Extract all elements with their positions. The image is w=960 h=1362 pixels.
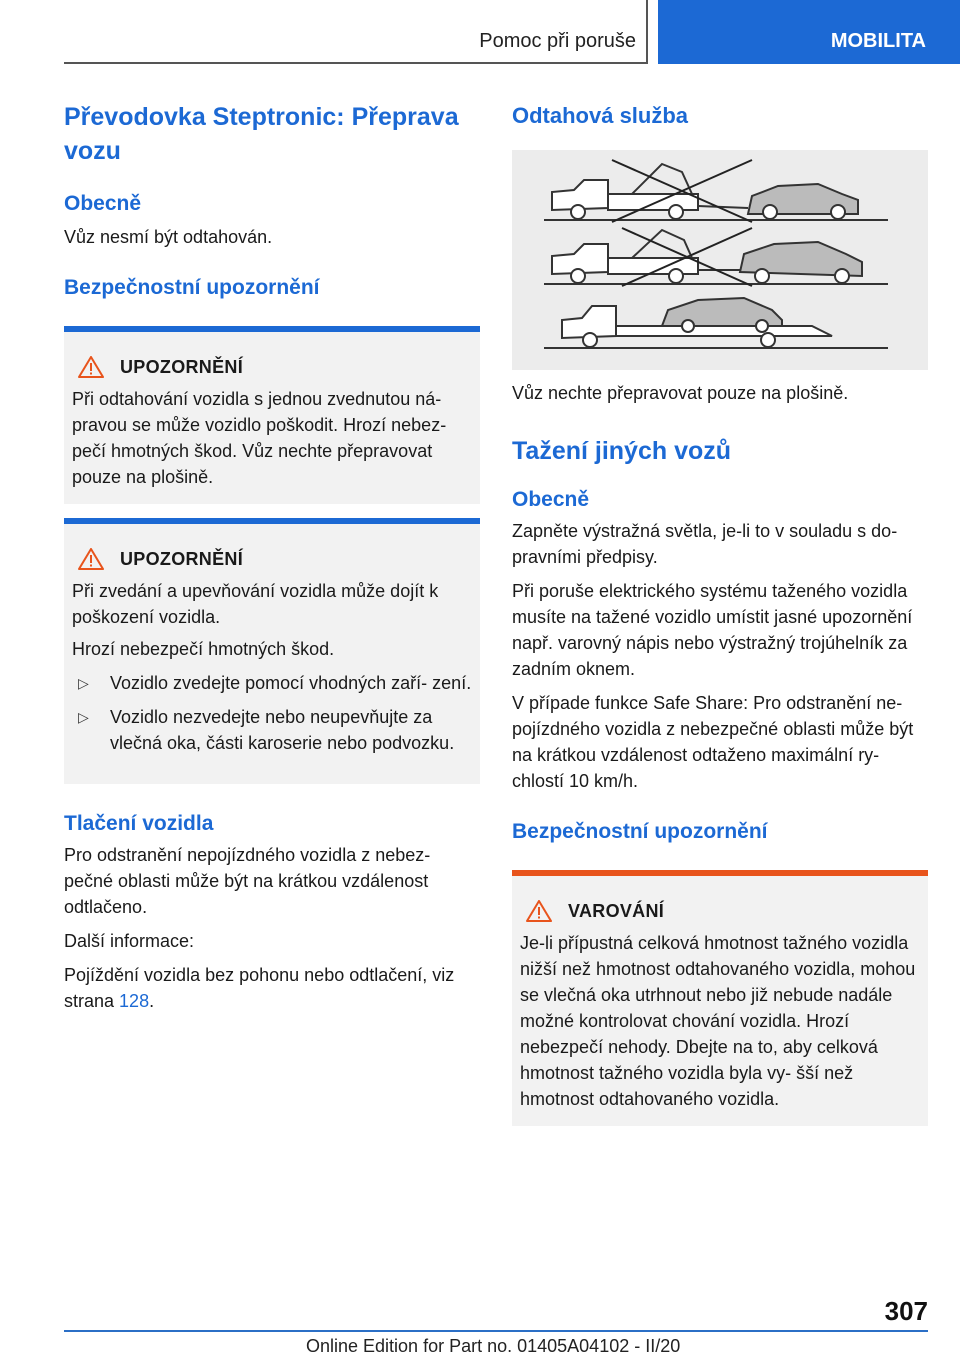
header-section-title: Pomoc při poruše [479,30,636,52]
warning-triangle-icon [78,548,104,570]
others-heading: Tažení jiných vozů [512,437,732,465]
warning-text: Je-li přípustná celková hmotnost tažného vozidla nižší než hmotnost odtahovaného vozidla, mohou se vlečná oka utrhnout nebo již nebude nadále možné kontrolovat chování vozidla. Hrozí nebezpečí nehody. Dbejte na to, aby celková hmotnost tažného vozidla byla vy- šší než hmotnost odtahovaného vozidla. [520,933,916,1109]
safety-heading-right: Bezpečnostní upozornění [512,820,768,843]
more-info-text [64,962,480,1014]
warning-box-3 [512,870,928,1126]
warning-text: Při odtahování vozidla s jednou zvednutou ná- pravou se může vozidlo poškodit. Hrozí nebez- pečí hmotných škod. Vůz nechte přepravovat pouze na plošině. [72,389,447,487]
general-text-3: V případe funkce Safe Share: Pro odstranění ne- pojízdného vozidla z nebezpečné oblasti může být na krátkou vzdálenost odtaženo maximální ry- chlostí 10 km/h. [512,693,914,791]
general-heading-right: Obecně [512,488,590,511]
warning-label: VAROVÁNÍ [568,900,665,921]
more-info-body: Pojíždění vozidla bez pohonu nebo odtlačení, viz strana [64,965,455,1011]
push-text: Pro odstranění nepojízdného vozidla z nebez- pečné oblasti může být na krátkou vzdálenost odtlačeno. [64,845,431,917]
push-heading: Tlačení vozidla [64,812,214,835]
warning-box-2 [64,518,480,784]
towing-diagram-icon [512,150,928,370]
safety-heading: Bezpečnostní upozornění [64,276,320,299]
general-heading: Obecně [64,192,142,215]
bullet-triangle-icon: ▷ [78,675,89,691]
left-column [64,100,480,1014]
tow-caption: Vůz nechte přepravovat pouze na plošině. [512,383,849,403]
warning-label: UPOZORNĚNÍ [120,548,244,569]
bullet-triangle-icon: ▷ [78,709,89,725]
tow-heading: Odtahová služba [512,103,689,128]
page-link[interactable]: 128 [119,991,150,1011]
page-number: 307 [884,1296,928,1326]
warning-text: Hrozí nebezpečí hmotných škod. [72,639,335,659]
footer-edition: Online Edition for Part no. 01405A04102 - II/20 [306,1336,681,1356]
bullet-text: Vozidlo nezvedejte nebo neupevňujte za vlečná oka, části karoserie nebo podvozku. [110,707,455,753]
warning-triangle-icon [78,356,104,378]
more-info-label: Další informace: [64,931,195,951]
footer-divider [64,1330,928,1332]
general-text: Vůz nesmí být odtahován. [64,227,273,247]
warning-box-1 [64,326,480,504]
more-info-end: . [149,991,155,1011]
list-item [72,670,472,696]
bullet-text: Vozidlo zvedejte pomocí vhodných zaří- zení. [110,673,472,693]
warning-triangle-icon [526,900,552,922]
header-tab-mobility[interactable]: MOBILITA [658,0,960,64]
list-item [72,704,472,756]
warning-label: UPOZORNĚNÍ [120,356,244,377]
right-column [512,100,928,1126]
page-title: Převodovka Steptronic: Přeprava vozu [64,103,459,165]
towing-illustration [512,150,928,370]
warning-text: Při zvedání a upevňování vozidla může dojít k poškození vozidla. [72,581,439,627]
general-text-1: Zapněte výstražná světla, je-li to v souladu s do- pravními předpisy. [512,521,898,567]
general-text-2: Při poruše elektrického systému taženého vozidla musíte na tažené vozidlo umístit jasné upozornění např. varovný nápis nebo výstražný trojúhelník za zadním oknem. [512,581,913,679]
